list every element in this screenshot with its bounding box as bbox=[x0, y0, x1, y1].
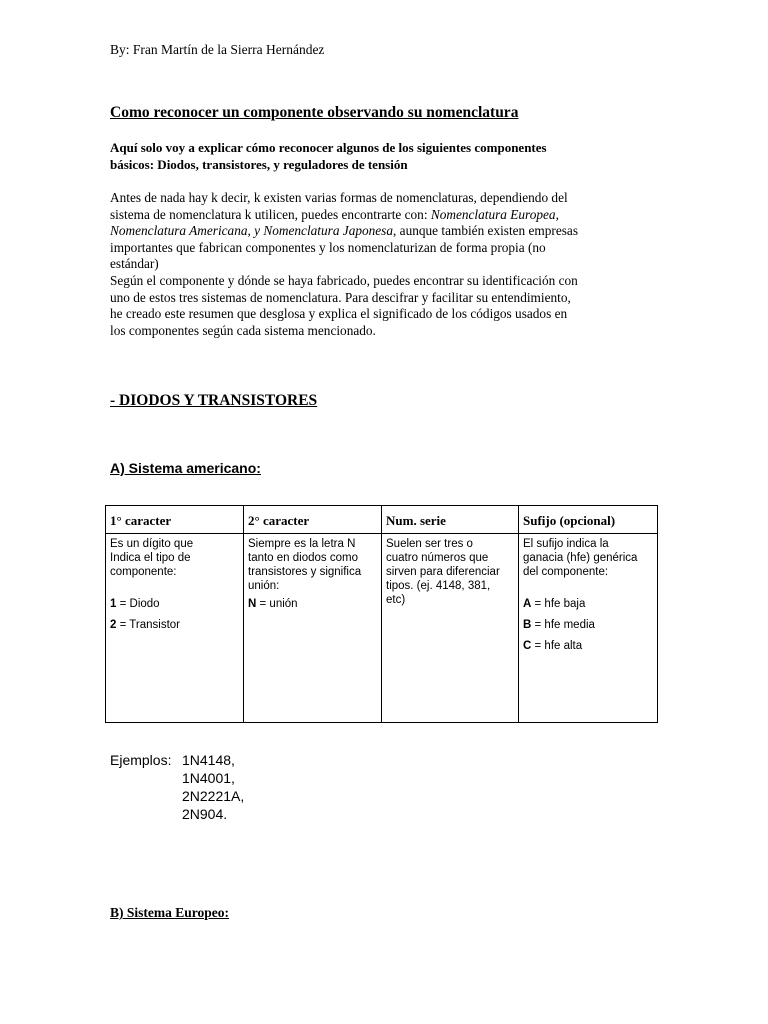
section-heading-diodos: - DIODOS Y TRANSISTORES bbox=[110, 392, 318, 409]
example-row bbox=[110, 751, 244, 769]
cell-line: tipos. (ej. 4148, 381, bbox=[386, 580, 491, 592]
code-key: 1 bbox=[110, 598, 117, 610]
cell-line: ganacia (hfe) genérica bbox=[523, 552, 638, 564]
cell-line: etc) bbox=[386, 594, 406, 606]
table-cell-suffix bbox=[519, 534, 658, 723]
paragraph-line: importantes que fabrican componentes y los nomenclaturizan de forma propia (no bbox=[110, 239, 546, 255]
paragraph-line bbox=[110, 223, 670, 240]
paragraph-line: he creado este resumen que desglosa y explica el significado de los códigos usados en bbox=[110, 306, 568, 322]
table-header-cell: Num. serie bbox=[382, 506, 519, 534]
table-header-cell: 2° caracter bbox=[244, 506, 382, 534]
table-cell-serial bbox=[382, 534, 519, 723]
code-value: = unión bbox=[256, 598, 298, 610]
nomenclature-table bbox=[105, 505, 658, 723]
table-header-cell: 1° caracter bbox=[106, 506, 244, 534]
code-item bbox=[110, 618, 239, 632]
paragraph-line: Según el componente y dónde se haya fabricado, puedes encontrar su identificación con bbox=[110, 272, 578, 288]
code-value: = hfe baja bbox=[531, 598, 586, 610]
paragraph-emphasis: Nomenclatura Europea, bbox=[430, 206, 559, 222]
example-item: 2N2221A, bbox=[182, 788, 245, 804]
intro-line: Aquí solo voy a explicar cómo reconocer algunos de los siguientes componentes bbox=[110, 140, 547, 155]
examples-block bbox=[110, 751, 244, 823]
cell-line: del componente: bbox=[523, 566, 609, 578]
cell-line: unión: bbox=[248, 580, 280, 592]
cell-description bbox=[386, 537, 514, 607]
code-value: = Diodo bbox=[116, 598, 160, 610]
paragraph-line: estándar) bbox=[110, 256, 159, 272]
example-item: 2N904. bbox=[182, 806, 228, 822]
code-value: = hfe alta bbox=[531, 640, 583, 652]
intro-line: básicos: Diodos, transistores, y reguladores de tensión bbox=[110, 157, 408, 172]
table-cell-first-char bbox=[106, 534, 244, 723]
code-item bbox=[523, 639, 653, 653]
intro-bold-text bbox=[110, 139, 650, 173]
document-title: Como reconocer un componente observando su nomenclatura bbox=[110, 104, 519, 121]
code-item bbox=[523, 618, 653, 632]
example-row bbox=[110, 805, 244, 823]
cell-line: Es un dígito que bbox=[110, 538, 194, 550]
cell-description bbox=[110, 537, 239, 579]
code-key: 2 bbox=[110, 619, 117, 631]
paragraph-text: sistema de nomenclatura k utilicen, puedes encontrarte con: bbox=[110, 206, 431, 222]
paragraph-line: Antes de nada hay k decir, k existen varias formas de nomenclaturas, dependiendo del bbox=[110, 190, 568, 205]
table-cell-second-char bbox=[244, 534, 382, 723]
cell-line: Siempre es la letra N bbox=[248, 538, 356, 550]
example-row bbox=[110, 787, 244, 805]
code-key: C bbox=[523, 640, 532, 652]
code-key: N bbox=[248, 598, 257, 610]
table-row bbox=[106, 534, 658, 723]
code-item bbox=[110, 597, 239, 611]
code-key: A bbox=[523, 598, 532, 610]
code-key: B bbox=[523, 619, 532, 631]
examples-label: Ejemplos: bbox=[110, 752, 172, 768]
example-row bbox=[110, 769, 244, 787]
subsection-heading-americano: A) Sistema americano: bbox=[110, 460, 261, 476]
paragraph-line: uno de estos tres sistemas de nomenclatura. Para descifrar y facilitar su entendimiento, bbox=[110, 289, 571, 305]
code-value: = hfe media bbox=[531, 619, 595, 631]
cell-line: transistores y significa bbox=[248, 566, 362, 578]
paragraph-emphasis: Nomenclatura Americana, y Nomenclatura Japonesa bbox=[110, 223, 394, 239]
author-line: By: Fran Martín de la Sierra Hernández bbox=[110, 42, 325, 57]
intro-paragraph bbox=[110, 190, 670, 339]
paragraph-line bbox=[110, 207, 670, 224]
cell-line: tanto en diodos como bbox=[248, 552, 358, 564]
cell-line: sirven para diferenciar bbox=[386, 566, 500, 578]
table-header-row bbox=[106, 506, 658, 534]
paragraph-line: los componentes según cada sistema mencionado. bbox=[110, 322, 376, 338]
cell-description bbox=[523, 537, 653, 579]
example-item: 1N4148, bbox=[182, 752, 235, 768]
cell-line: El sufijo indica la bbox=[523, 538, 609, 550]
code-item bbox=[523, 597, 653, 611]
cell-line: cuatro números que bbox=[386, 552, 489, 564]
code-item bbox=[248, 597, 377, 611]
cell-description bbox=[248, 537, 377, 593]
cell-line: componente: bbox=[110, 566, 177, 578]
cell-line: Suelen ser tres o bbox=[386, 538, 473, 550]
code-value: = Transistor bbox=[116, 619, 180, 631]
table-header-cell: Sufijo (opcional) bbox=[519, 506, 658, 534]
subsection-heading-europeo: B) Sistema Europeo: bbox=[110, 905, 230, 920]
cell-line: Indica el tipo de bbox=[110, 552, 191, 564]
paragraph-text: , aunque también existen empresas bbox=[393, 223, 579, 239]
example-item: 1N4001, bbox=[182, 770, 235, 786]
